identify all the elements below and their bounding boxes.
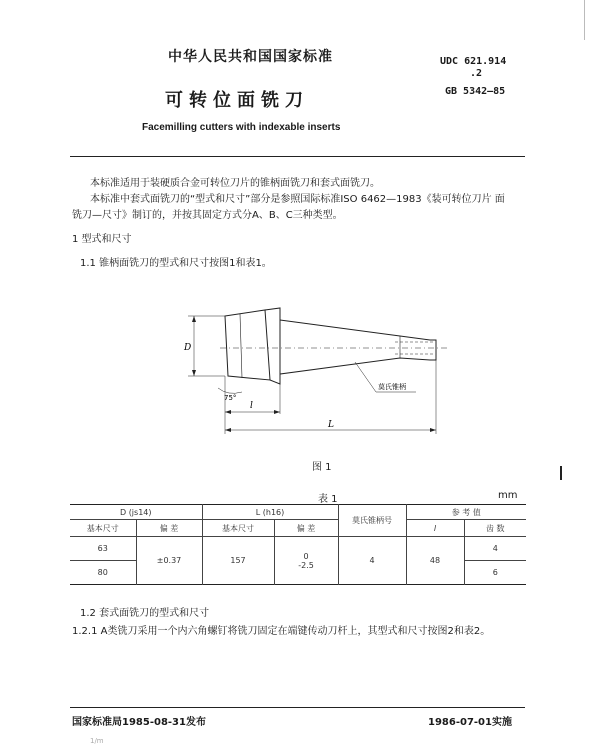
section-1-2-1: 1.2.1 A类铣刀采用一个内六角螺钉将铣刀固定在端键传动刀杆上，其型式和尺寸按图2和表2。 (72, 626, 491, 637)
english-title: Facemilling cutters with indexable inserts (142, 122, 341, 133)
subheader-teeth: 齿 数 (485, 523, 505, 533)
leader-taper (355, 362, 376, 392)
figure-caption: 图 1 (312, 462, 332, 473)
standard-title: 中华人民共和国国家标准 (168, 49, 333, 65)
cell-taper: 4 (338, 537, 406, 585)
cell-L-basic: 157 (202, 537, 274, 585)
udc-code: UDC 621.914 (440, 56, 507, 67)
intro-paragraph-1: 本标准适用于装硬质合金可转位刀片的锥柄面铣刀和套式面铣刀。 (90, 178, 380, 189)
cell-l: 48 (406, 537, 464, 585)
subheader-basic-D: 基本尺寸 (70, 520, 136, 537)
head-face (240, 314, 242, 378)
intro-paragraph-2: 本标准中套式面铣刀的“型式和尺寸”部分是参照国际标准ISO 6462—1983《装可转位刀片 面 (90, 194, 505, 205)
subheader-basic-L: 基本尺寸 (202, 520, 274, 537)
footer-divider (70, 707, 525, 708)
subheader-dev-L: 偏 差 (274, 520, 338, 537)
cell-dev-D: ±0.37 (136, 537, 202, 585)
udc-code-suffix: .2 (470, 68, 483, 79)
col-header-ref: 参 考 值 (451, 507, 481, 517)
publish-date: 国家标准局1985-08-31发布 (72, 717, 206, 728)
margin-mark (560, 466, 562, 480)
section-1-heading: 1 型式和尺寸 (72, 234, 132, 245)
table-1 (70, 504, 526, 585)
cell-L-dev (274, 537, 338, 585)
figure-1-drawing (180, 296, 450, 446)
label-angle: 75° (224, 394, 237, 402)
table-unit: mm (498, 490, 518, 501)
col-header-D: D (js14) (70, 505, 202, 520)
implement-date: 1986-07-01实施 (428, 717, 512, 728)
label-taper: 莫氏锥柄 (378, 383, 406, 391)
header-divider (70, 156, 525, 157)
label-l: l (250, 401, 253, 411)
col-header-taper: 莫氏锥柄号 (338, 505, 406, 537)
col-header-L: L (h16) (202, 505, 338, 520)
intro-paragraph-3: 铣刀—尺寸》制订的，并按其固定方式分A、B、C三种类型。 (72, 210, 343, 221)
angle-arc (218, 388, 242, 393)
scan-mark (584, 0, 585, 40)
cell-D-63: 63 (70, 537, 136, 561)
section-1-1: 1.1 锥柄面铣刀的型式和尺寸按图1和表1。 (80, 258, 272, 269)
cell-L-dev-upper: 0 (303, 551, 309, 561)
label-D: D (184, 343, 192, 353)
subheader-l: l (406, 520, 464, 537)
cell-teeth-4: 4 (492, 544, 498, 553)
cutter-head (225, 310, 270, 380)
gb-code: GB 5342—85 (445, 86, 506, 97)
faint-page-mark: 1/m (90, 737, 104, 745)
page-title: 可转位面铣刀 (165, 90, 309, 111)
label-L: L (328, 420, 334, 430)
cell-D-80: 80 (70, 561, 136, 585)
subheader-dev-D: 偏 差 (136, 520, 202, 537)
cell-teeth-6: 6 (492, 568, 498, 577)
cell-L-dev-lower: -2.5 (298, 560, 314, 570)
table-caption: 表 1 (318, 494, 338, 505)
section-1-2: 1.2 套式面铣刀的型式和尺寸 (80, 608, 210, 619)
